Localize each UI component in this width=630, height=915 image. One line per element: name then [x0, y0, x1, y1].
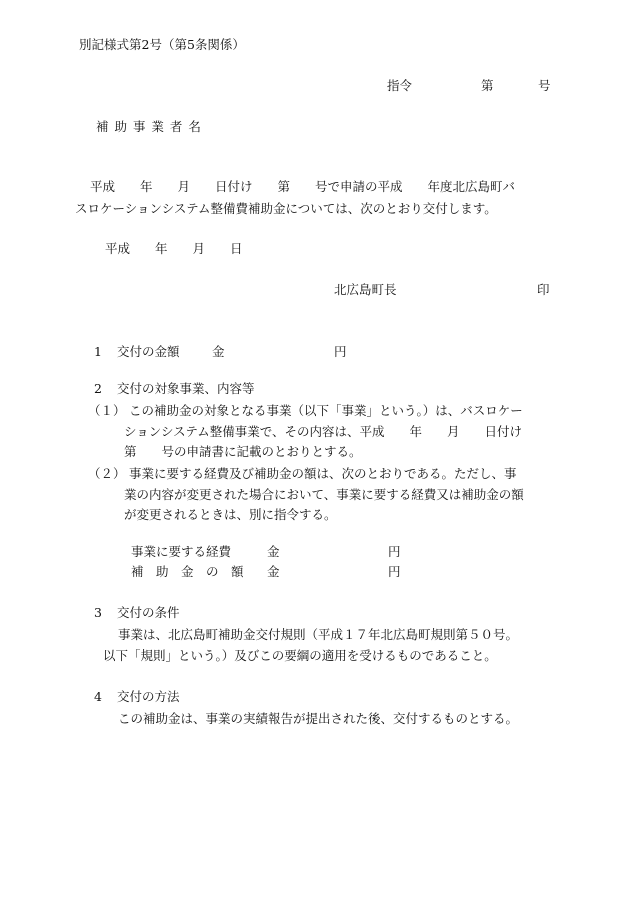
cost-prefix: 金 [267, 544, 280, 559]
issuer-name: 北広島町長 [334, 282, 397, 297]
section-3-line-1: 事業は、北広島町補助金交付規則（平成１７年北広島町規則第５０号。 [118, 627, 519, 642]
section-1-amount-prefix: 金 [212, 344, 225, 359]
section-1-number: 1 [94, 344, 102, 359]
section-2-item-1-line-1: この補助金の対象となる事業（以下「事業」という。）は、バスロケー [129, 403, 523, 418]
form-title: 別記様式第2号（第5条関係） [79, 37, 245, 52]
cost-unit: 円 [388, 544, 401, 559]
section-2-item-2-label: （２） [88, 466, 126, 481]
issue-date: 平成 年 月 日 [105, 241, 243, 256]
intro-line-1: 平成 年 月 日付け 第 号で申請の平成 年度北広島町バ [90, 179, 516, 194]
cost-label: 事業に要する経費 [131, 544, 232, 559]
intro-line-2: スロケーションシステム整備費補助金については、次のとおり交付します。 [75, 201, 497, 216]
section-1-amount-unit: 円 [334, 344, 347, 359]
ref-dai: 第 [481, 78, 494, 93]
grant-unit: 円 [388, 564, 401, 579]
section-3-title: 交付の条件 [117, 605, 180, 620]
section-2-item-1-line-2: ションシステム整備事業で、その内容は、平成 年 月 日付け [124, 424, 522, 439]
section-1-title: 交付の金額 [117, 344, 180, 359]
recipient-label: 補 助 事 業 者 名 [96, 119, 202, 134]
section-2-item-1-label: （１） [88, 403, 126, 418]
section-4-title: 交付の方法 [117, 689, 180, 704]
section-2-item-2-line-2: 業の内容が変更された場合において、事業に要する経費又は補助金の額 [124, 487, 524, 502]
section-2-item-1-line-3: 第 号の申請書に記載のとおりとする。 [124, 444, 362, 459]
section-2-item-2-line-3: が変更されるときは、別に指令する。 [124, 507, 337, 522]
ref-shirei: 指令 [387, 78, 413, 93]
seal-mark: 印 [537, 282, 550, 297]
section-2-number: 2 [94, 381, 102, 396]
section-2-item-2-line-1: 事業に要する経費及び補助金の額は、次のとおりである。ただし、事 [129, 466, 517, 481]
section-3-number: 3 [94, 605, 102, 620]
grant-label: 補 助 金 の 額 [131, 564, 244, 579]
grant-prefix: 金 [267, 564, 280, 579]
ref-go: 号 [538, 78, 551, 93]
section-4-line-1: この補助金は、事業の実績報告が提出された後、交付するものとする。 [118, 711, 519, 726]
section-4-number: 4 [94, 689, 102, 704]
section-2-title: 交付の対象事業、内容等 [117, 381, 255, 396]
section-3-line-2: 以下「規則」という。）及びこの要綱の適用を受けるものであること。 [103, 648, 497, 663]
